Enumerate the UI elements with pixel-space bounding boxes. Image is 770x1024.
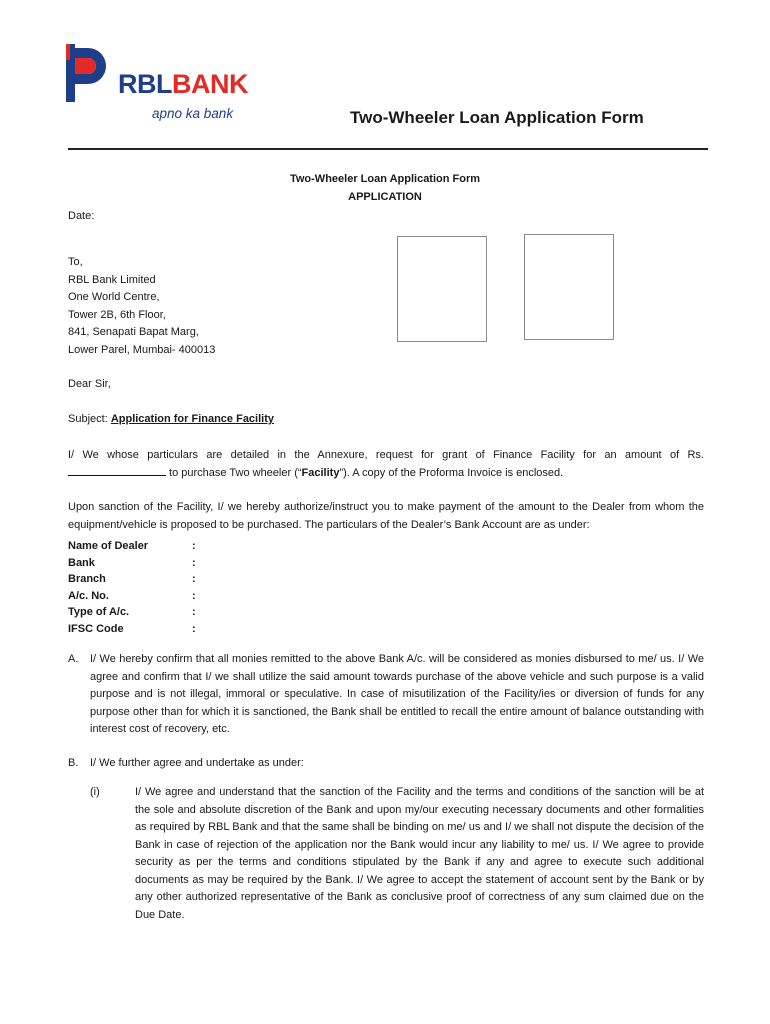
- address-line: To,: [68, 256, 83, 268]
- request-text-b: to purchase Two wheeler (“: [166, 466, 302, 479]
- bank-address-block: [68, 254, 215, 359]
- dealer-field-row: [68, 538, 196, 555]
- item-a-text: I/ We hereby confirm that all monies remitted to the above Bank A/c. will be considered as monies disbursed to me/ us. I/ We agree and confirm that I/ we shall utilize the said amount towards purchase of the above vehicle and such purpose is a valid purpose and is not illegal, immoral or speculative. In case of misutilization of the Facility/ies or diversion of funds for any purpose other than for which it is sanctioned, the Bank shall be entitled to recall the entire amount of balance outstanding with interest cost of recovery, etc.: [90, 653, 704, 735]
- photo-box-co-applicant: [524, 234, 614, 340]
- address-line: Lower Parel, Mumbai- 400013: [68, 343, 216, 356]
- form-section-heading: APPLICATION: [348, 191, 422, 203]
- bank-logo-wordmark: [118, 70, 248, 98]
- logo-rbl-text: RBL: [118, 69, 172, 99]
- page-title: Two-Wheeler Loan Application Form: [350, 108, 644, 127]
- address-line: Tower 2B, 6th Floor,: [68, 308, 166, 321]
- logo-tagline: apno ka bank: [152, 106, 234, 121]
- dealer-field-sep: :: [192, 589, 196, 602]
- item-a-label: A.: [68, 653, 79, 665]
- date-label: Date:: [68, 210, 95, 222]
- dealer-field-label: A/c. No.: [68, 589, 109, 602]
- item-b-label: B.: [68, 757, 79, 769]
- photo-box-applicant: [397, 236, 487, 342]
- address-line: One World Centre,: [68, 291, 160, 303]
- sub-item-i-label: (i): [90, 786, 100, 798]
- subject-text: Application for Finance Facility: [110, 413, 275, 425]
- dealer-field-sep: :: [192, 622, 196, 635]
- dealer-field-label: Name of Dealer: [68, 540, 149, 552]
- dealer-field-label: IFSC Code: [68, 622, 124, 635]
- authorization-paragraph: Upon sanction of the Facility, I/ we hereby authorize/instruct you to make payment of the amount to the Dealer from whom the equipment/vehicle is proposed to be purchased. The particulars of the Dealer’s Bank Account are as under:: [68, 501, 704, 531]
- dealer-field-row: [68, 555, 196, 572]
- dealer-field-row: [68, 588, 196, 605]
- header-divider: [68, 148, 708, 150]
- amount-blank[interactable]: [68, 465, 166, 476]
- logo-bank-text: BANK: [172, 69, 248, 99]
- form-subtitle: Two-Wheeler Loan Application Form: [289, 173, 481, 185]
- sub-item-i-text: I/ We agree and understand that the sanction of the Facility and the terms and conditions of the sanction will be at the sole and absolute discretion of the Bank and upon my/our executing necessary documents and other formalities as required by RBL Bank and that the same shall be binding on me/ us and I/ we shall not dispute the decision of the Bank in case of rejection of the application nor the Bank would incur any liability to me/ us. I/ We agree to provide security as per the terms and conditions stipulated by the Bank if any and agree to execute such additional documents as may be required by the Bank. I/ We agree to accept the statement of account sent by the Bank or by any other authorized representative of the Bank as conclusive proof of correctness of any sum claimed due on the Due Date.: [135, 786, 704, 921]
- rbl-logo-mark: [66, 44, 110, 102]
- request-text-c: ”). A copy of the Proforma Invoice is enclosed.: [339, 466, 564, 479]
- address-line: 841, Senapati Bapat Marg,: [68, 326, 199, 338]
- dealer-field-sep: :: [192, 606, 196, 619]
- request-paragraph: [68, 447, 704, 482]
- dealer-field-label: Type of A/c.: [68, 606, 130, 619]
- dealer-field-label: Branch: [68, 573, 106, 586]
- salutation: Dear Sir,: [68, 378, 111, 390]
- dealer-field-row: [68, 571, 196, 588]
- subject-label: Subject:: [68, 413, 111, 425]
- subject-line: [68, 411, 274, 429]
- facility-term: Facility: [301, 466, 340, 479]
- item-b-text: I/ We further agree and undertake as under:: [90, 757, 304, 769]
- dealer-field-label: Bank: [68, 556, 95, 569]
- dealer-field-sep: :: [192, 573, 196, 586]
- dealer-field-sep: :: [192, 556, 196, 569]
- dealer-field-row: [68, 621, 196, 638]
- dealer-field-sep: :: [192, 540, 196, 552]
- dealer-field-row: [68, 604, 196, 621]
- address-line: RBL Bank Limited: [68, 273, 156, 286]
- request-text-a: I/ We whose particulars are detailed in the Annexure, request for grant of Finance Facility for an amount of Rs.: [68, 449, 704, 461]
- dealer-details: [68, 538, 196, 638]
